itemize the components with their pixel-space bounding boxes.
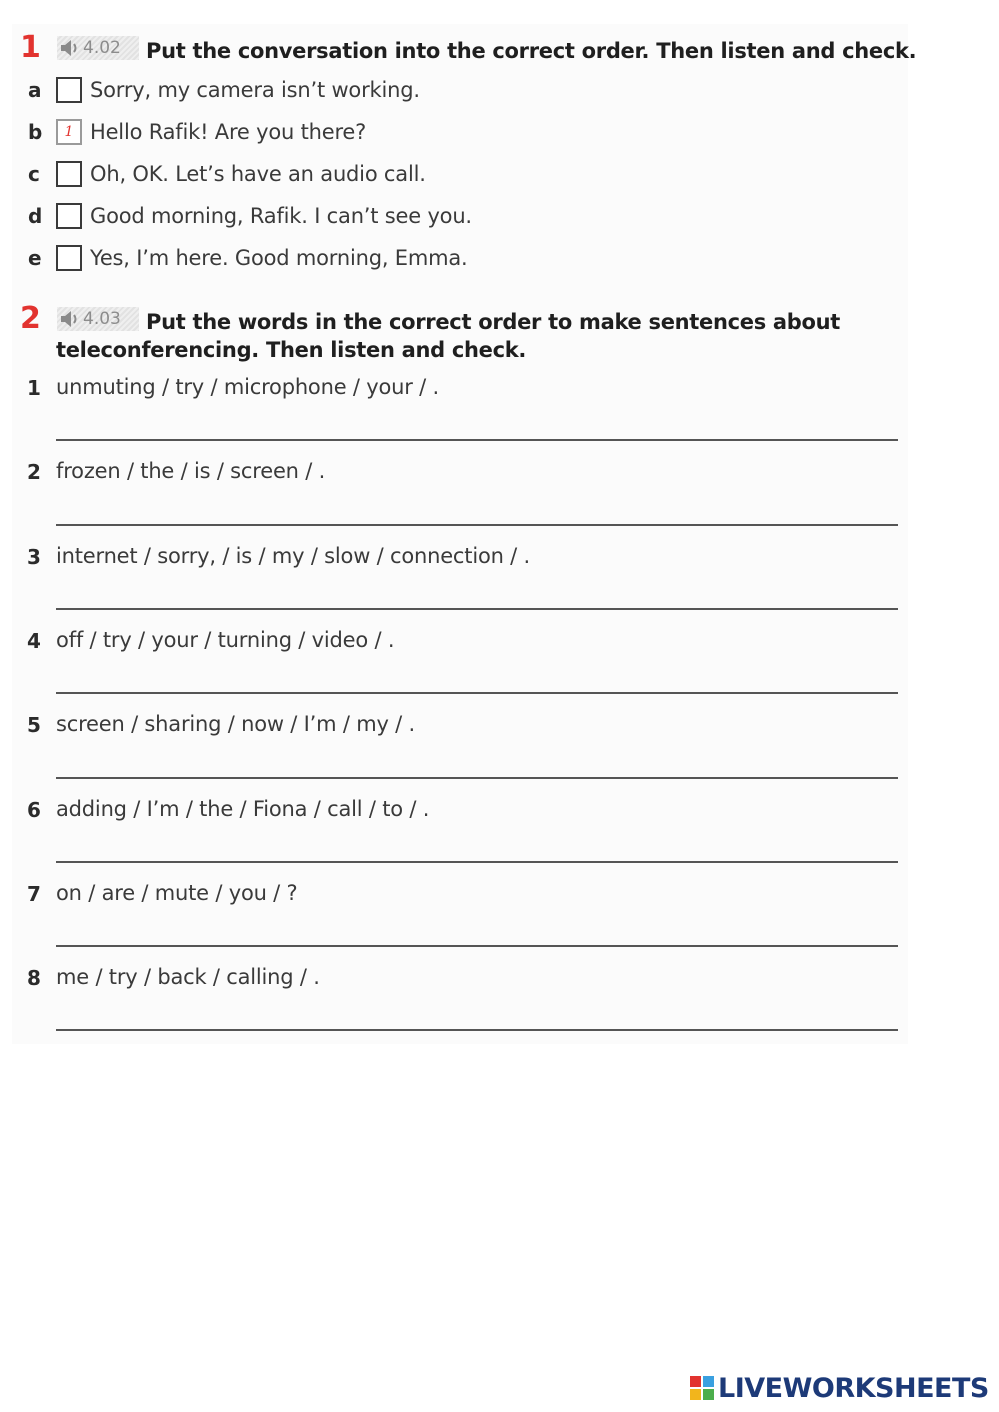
question-text: frozen / the / is / screen / .: [56, 459, 326, 483]
exercise-2-instruction-line-1: Put the words in the correct order to make sentences about: [146, 310, 841, 334]
exercise-1-instruction: Put the conversation into the correct order. Then listen and check.: [146, 39, 917, 63]
item-letter: b: [28, 120, 43, 144]
logo-square-yellow: [690, 1389, 701, 1400]
exercise-2-audio-button[interactable]: [57, 307, 139, 331]
exercise-2-instruction-line-2: teleconferencing. Then listen and check.: [56, 338, 527, 362]
answer-line[interactable]: [56, 777, 898, 779]
answer-box[interactable]: [56, 203, 82, 229]
answer-box[interactable]: [56, 119, 82, 145]
logo-text: LIVEWORKSHEETS: [718, 1372, 989, 1404]
answer-line[interactable]: [56, 1029, 898, 1031]
question-number: 8: [27, 966, 41, 990]
question-number: 7: [27, 882, 41, 906]
item-text: Good morning, Rafik. I can’t see you.: [90, 204, 472, 228]
exercise-1-number: 1: [20, 30, 41, 65]
item-text: Oh, OK. Let’s have an audio call.: [90, 162, 426, 186]
question-text: unmuting / try / microphone / your / .: [56, 375, 439, 399]
question-number: 4: [27, 629, 41, 653]
question-text: me / try / back / calling / .: [56, 965, 320, 989]
liveworksheets-logo: [690, 1372, 989, 1404]
question-number: 6: [27, 798, 41, 822]
audio-track-code: 4.03: [83, 309, 121, 329]
item-text: Yes, I’m here. Good morning, Emma.: [90, 246, 468, 270]
answer-value: 1: [64, 124, 74, 140]
item-letter: c: [28, 162, 40, 186]
logo-square-green: [703, 1389, 714, 1400]
audio-track-code: 4.02: [83, 38, 121, 58]
question-number: 5: [27, 713, 41, 737]
answer-line[interactable]: [56, 524, 898, 526]
answer-box[interactable]: [56, 245, 82, 271]
question-text: on / are / mute / you / ?: [56, 881, 298, 905]
item-text: Hello Rafik! Are you there?: [90, 120, 367, 144]
question-text: screen / sharing / now / I’m / my / .: [56, 712, 415, 736]
answer-line[interactable]: [56, 608, 898, 610]
logo-square-red: [690, 1376, 701, 1387]
item-letter: e: [28, 246, 42, 270]
question-text: adding / I’m / the / Fiona / call / to / .: [56, 797, 430, 821]
answer-line[interactable]: [56, 439, 898, 441]
answer-box[interactable]: [56, 161, 82, 187]
speaker-icon: [57, 36, 83, 60]
item-letter: a: [28, 78, 42, 102]
answer-box[interactable]: [56, 77, 82, 103]
answer-line[interactable]: [56, 861, 898, 863]
exercise-2-number: 2: [20, 301, 41, 336]
question-text: internet / sorry, / is / my / slow / connection / .: [56, 544, 531, 568]
question-number: 1: [27, 376, 41, 400]
logo-square-blue: [703, 1376, 714, 1387]
logo-mark-icon: [690, 1376, 714, 1400]
question-number: 3: [27, 545, 41, 569]
item-text: Sorry, my camera isn’t working.: [90, 78, 420, 102]
question-text: off / try / your / turning / video / .: [56, 628, 395, 652]
question-number: 2: [27, 460, 41, 484]
exercise-1-audio-button[interactable]: [57, 36, 139, 60]
speaker-icon: [57, 307, 83, 331]
answer-line[interactable]: [56, 945, 898, 947]
item-letter: d: [28, 204, 43, 228]
answer-line[interactable]: [56, 692, 898, 694]
